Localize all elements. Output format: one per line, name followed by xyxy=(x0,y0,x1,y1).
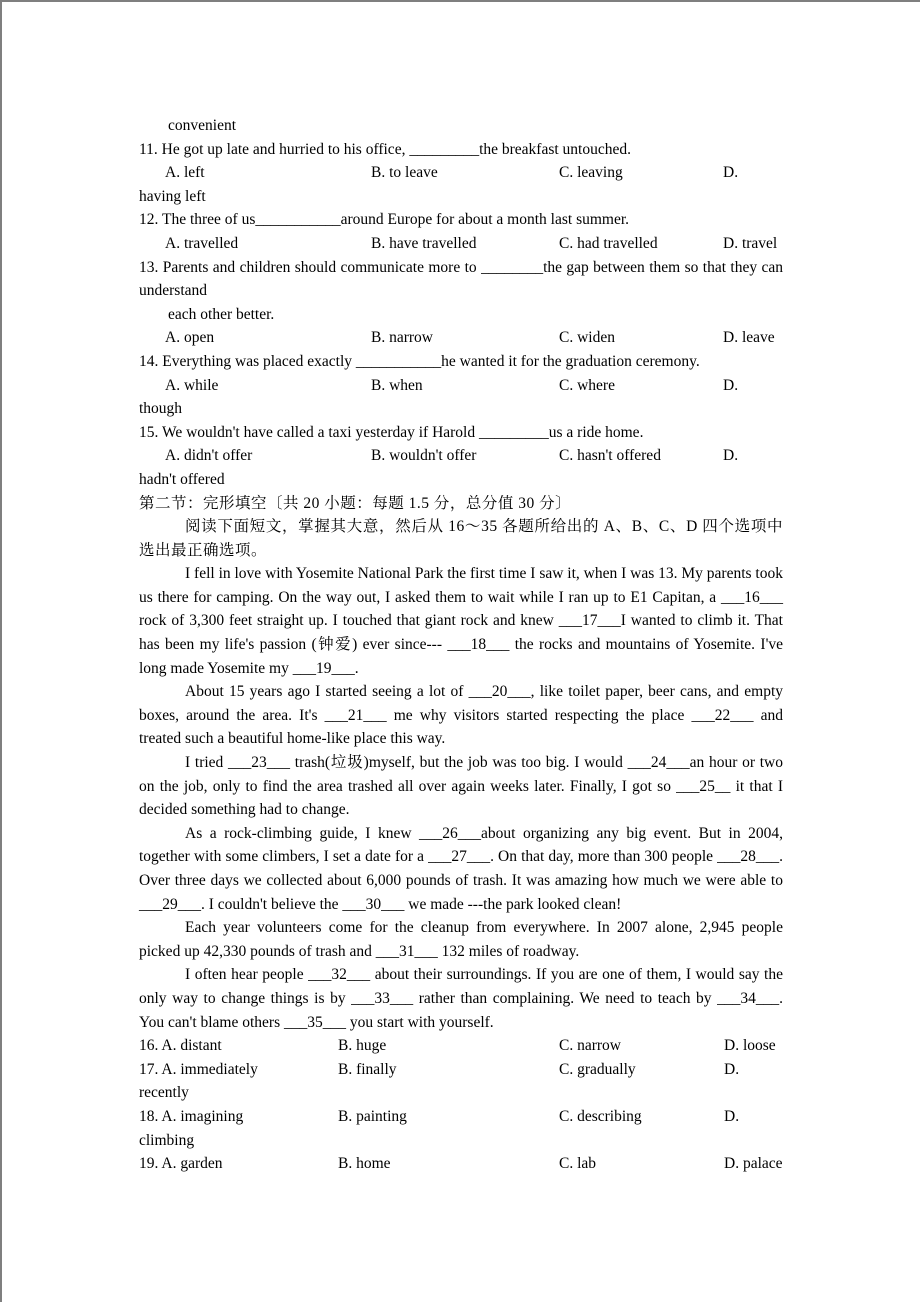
option-cell-c: C. describing xyxy=(559,1107,642,1125)
option-cell-number-a: 18. A. imagining xyxy=(139,1107,244,1125)
options-row xyxy=(139,1058,783,1082)
text-line: having left xyxy=(139,187,206,205)
options-row xyxy=(139,1034,783,1058)
option-cell-b: B. narrow xyxy=(371,329,433,347)
option-cell-a: A. travelled xyxy=(165,234,239,252)
paragraph: 11. He got up late and hurried to his office, _________the breakfast untouched. xyxy=(139,140,631,158)
options-row xyxy=(139,1152,783,1176)
text-line: convenient xyxy=(168,117,237,134)
option-cell-a: A. while xyxy=(165,376,219,394)
option-cell-d: D. travel xyxy=(723,234,778,252)
paragraph: About 15 years ago I started seeing a lot of ___20___, like toilet paper, beer cans, and empty boxes, around the area. It's ___21___ me why visitors started respecting the place ___22___ and treated such a beautiful home-like place this way. xyxy=(139,683,783,748)
paragraph: 14. Everything was placed exactly ___________he wanted it for the graduation ceremony. xyxy=(139,352,700,370)
options-row xyxy=(139,326,783,350)
text-line: hadn't offered xyxy=(139,470,225,488)
paragraph: 15. We wouldn't have called a taxi yesterday if Harold _________us a ride home. xyxy=(139,423,644,441)
option-cell-d: D. xyxy=(723,164,739,182)
options-row xyxy=(139,1105,783,1129)
paragraph: 阅读下面短文，掌握其大意，然后从 16～35 各题所给出的 A、B、C、D 四个选项中选出最正确选项。 xyxy=(139,518,783,559)
option-cell-number-a: 17. A. immediately xyxy=(139,1060,258,1078)
option-cell-c: C. gradually xyxy=(559,1060,636,1078)
option-cell-c: C. had travelled xyxy=(559,234,658,252)
option-cell-d: D. xyxy=(724,1060,740,1078)
option-cell-c: C. where xyxy=(559,376,615,394)
text-line: each other better. xyxy=(168,305,275,323)
paragraph: I fell in love with Yosemite National Park the first time I saw it, when I was 13. My parents took us there for camping. On the way out, I asked them to wait while I ran up to E1 Capitan, a ___16___ rock of 3,300 feet straight up. I touched that giant rock and knew ___17___I wanted to climb it. That has been my life's passion (钟爱) ever since--- ___18___ the rocks and mountains of Yosemite. I've long made Yosemite my ___19___. xyxy=(139,565,783,677)
paragraph: I tried ___23___ trash(垃圾)myself, but the job was too big. I would ___24___an hour or two on the job, only to find the area trashed all over again weeks later. Finally, I got so ___25__ it that I decided something had to change. xyxy=(139,754,783,819)
options-row xyxy=(139,444,783,468)
option-cell-number-a: 19. A. garden xyxy=(139,1155,223,1173)
option-cell-c: C. narrow xyxy=(559,1037,621,1055)
option-cell-b: B. have travelled xyxy=(371,234,477,252)
paragraph: I often hear people ___32___ about their surroundings. If you are one of them, I would say the only way to change things is by ___33___ rather than complaining. We need to teach by ___34___. You can't blame others ___35___ you start with yourself. xyxy=(139,966,783,1031)
option-cell-d: D. xyxy=(723,376,739,394)
option-cell-b: B. when xyxy=(371,376,423,394)
option-cell-a: A. open xyxy=(165,329,215,347)
text-line: recently xyxy=(139,1084,189,1102)
paragraph: 13. Parents and children should communicate more to ________the gap between them so that they can understand xyxy=(139,258,783,300)
option-cell-c: C. hasn't offered xyxy=(559,447,661,465)
paragraph: As a rock-climbing guide, I knew ___26___about organizing any big event. But in 2004, together with some climbers, I set a date for a ___27___. On that day, more than 300 people ___28___. Over three days we collected about 6,000 pounds of trash. It was amazing how much we were able to ___29___. I couldn't believe the ___30___ we made ---the park looked clean! xyxy=(139,824,783,913)
option-cell-c: C. leaving xyxy=(559,164,623,182)
text-line: climbing xyxy=(139,1131,195,1149)
text-line: though xyxy=(139,400,183,418)
paragraph: 12. The three of us___________around Europe for about a month last summer. xyxy=(139,211,630,229)
option-cell-c: C. widen xyxy=(559,329,615,347)
options-row xyxy=(139,232,783,256)
option-cell-c: C. lab xyxy=(559,1155,597,1173)
options-row xyxy=(139,161,783,185)
option-cell-b: B. painting xyxy=(338,1107,407,1125)
option-cell-d: D. xyxy=(724,1107,740,1125)
options-row xyxy=(139,374,783,398)
document-content xyxy=(139,114,783,1176)
option-cell-a: A. didn't offer xyxy=(165,447,253,465)
option-cell-d: D. xyxy=(723,447,739,465)
option-cell-b: B. wouldn't offer xyxy=(371,447,477,465)
option-cell-b: B. huge xyxy=(338,1037,387,1055)
option-cell-b: B. finally xyxy=(338,1060,397,1078)
option-cell-a: A. left xyxy=(165,164,205,182)
option-cell-number-a: 16. A. distant xyxy=(139,1037,222,1055)
option-cell-d: D. leave xyxy=(723,329,775,347)
text-line: 第二节：完形填空〔共 20 小题：每题 1.5 分，总分值 30 分〕 xyxy=(139,494,572,512)
option-cell-b: B. to leave xyxy=(371,164,438,182)
option-cell-d: D. loose xyxy=(724,1037,776,1055)
option-cell-b: B. home xyxy=(338,1155,391,1173)
option-cell-d: D. palace xyxy=(724,1155,783,1173)
paragraph: Each year volunteers come for the cleanup from everywhere. In 2007 alone, 2,945 people picked up 42,330 pounds of trash and ___31___ 132 miles of roadway. xyxy=(139,919,783,960)
